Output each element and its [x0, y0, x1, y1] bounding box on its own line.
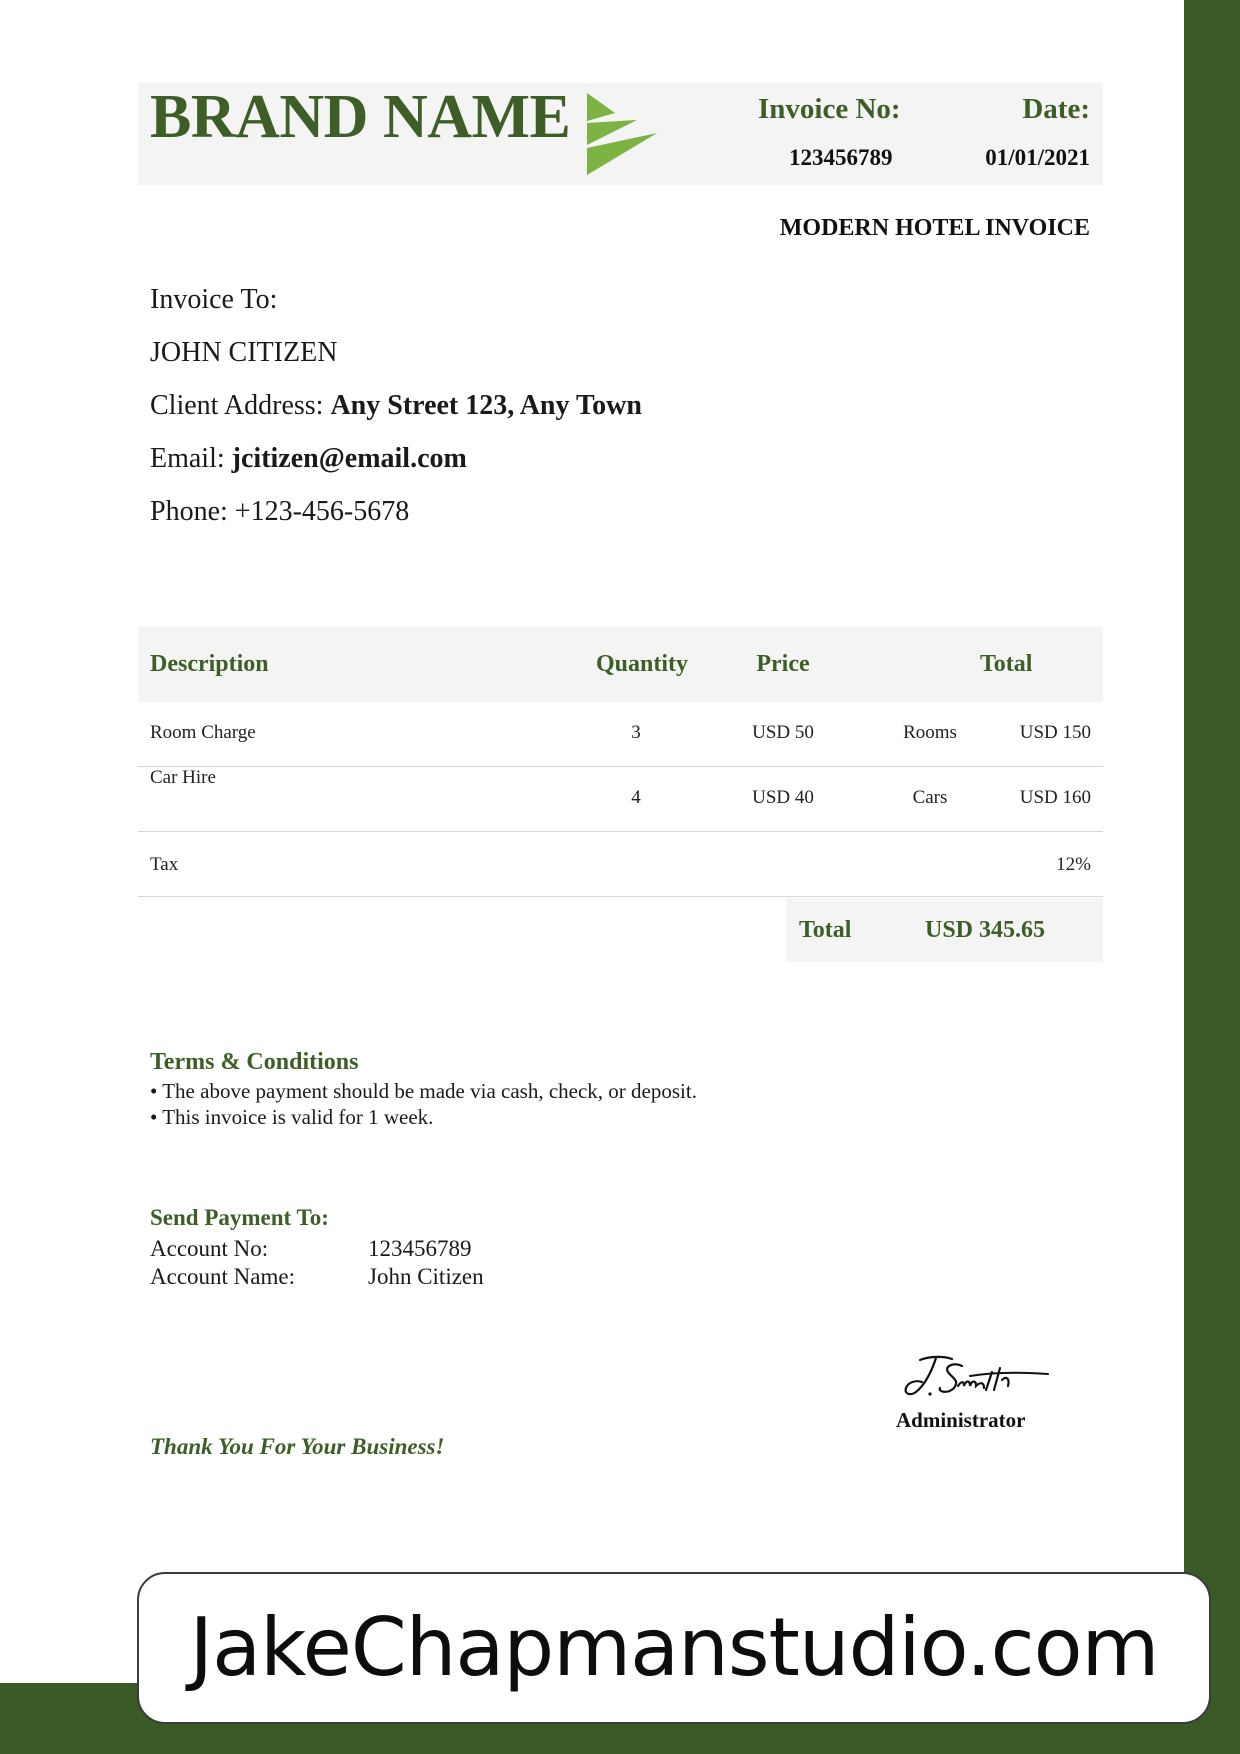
grand-total [786, 898, 1103, 962]
tax-value: 12% [1056, 854, 1091, 875]
thank-you-note: Thank You For Your Business! [150, 1434, 445, 1459]
row-price: USD 40 [752, 787, 814, 808]
row-unit: Rooms [903, 722, 957, 743]
brand-triangle-logo-icon [587, 93, 659, 175]
client-address-value: Any Street 123, Any Town [330, 390, 642, 421]
client-email [150, 441, 642, 494]
grand-total-value: USD 345.65 [925, 917, 1046, 943]
invoice-title: MODERN HOTEL INVOICE [779, 215, 1090, 241]
row-total: USD 160 [1019, 787, 1091, 808]
invoice-no-label: Invoice No: [758, 93, 901, 125]
terms-line: • This invoice is valid for 1 week. [150, 1105, 434, 1129]
table-row [138, 702, 1103, 767]
payment-heading: Send Payment To: [150, 1205, 329, 1230]
signatory-title: Administrator [896, 1408, 1026, 1432]
handwritten-signature-icon [900, 1352, 1050, 1404]
row-quantity: 4 [631, 787, 641, 808]
row-price: USD 50 [752, 722, 814, 743]
date-label: Date: [1022, 93, 1090, 125]
row-total: USD 150 [1019, 722, 1091, 743]
client-name: JOHN CITIZEN [150, 337, 338, 368]
account-no-value: 123456789 [368, 1236, 472, 1261]
invoice-to-label: Invoice To: [150, 284, 278, 315]
terms-heading: Terms & Conditions [150, 1049, 359, 1075]
client-details [150, 282, 642, 547]
column-header-price: Price [756, 651, 810, 677]
client-phone-label: Phone: [150, 496, 228, 527]
invoice-no-value: 123456789 [789, 145, 893, 170]
account-name-value: John Citizen [368, 1264, 484, 1289]
row-unit: Cars [912, 787, 948, 808]
grand-total-label: Total [799, 917, 852, 943]
terms-line: • The above payment should be made via cash, check, or deposit. [150, 1079, 697, 1103]
row-quantity: 3 [631, 722, 641, 743]
client-address [150, 388, 642, 441]
account-no-label: Account No: [150, 1236, 269, 1261]
watermark-text: JakeChapmanstudio.com [189, 1601, 1159, 1694]
date-value: 01/01/2021 [985, 145, 1090, 170]
table-row [138, 767, 1103, 832]
line-items-table [138, 627, 1103, 897]
table-header [138, 627, 1103, 702]
brand-name: BRAND NAME [150, 83, 571, 151]
invoice-header [138, 83, 1103, 185]
row-description: Room Charge [150, 722, 256, 743]
tax-label: Tax [150, 854, 179, 875]
tax-row [138, 832, 1103, 897]
right-border-bar [1184, 0, 1240, 1754]
row-description: Car Hire [150, 767, 216, 788]
account-name-label: Account Name: [150, 1264, 295, 1289]
column-header-total: Total [980, 651, 1033, 677]
client-phone-value: +123-456-5678 [234, 496, 410, 527]
column-header-description: Description [150, 651, 269, 677]
watermark-banner [137, 1572, 1211, 1724]
column-header-quantity: Quantity [596, 651, 689, 677]
client-email-value: jcitizen@email.com [231, 443, 467, 474]
client-address-label: Client Address: [150, 390, 324, 421]
client-email-label: Email: [150, 443, 225, 474]
client-phone [150, 494, 642, 547]
